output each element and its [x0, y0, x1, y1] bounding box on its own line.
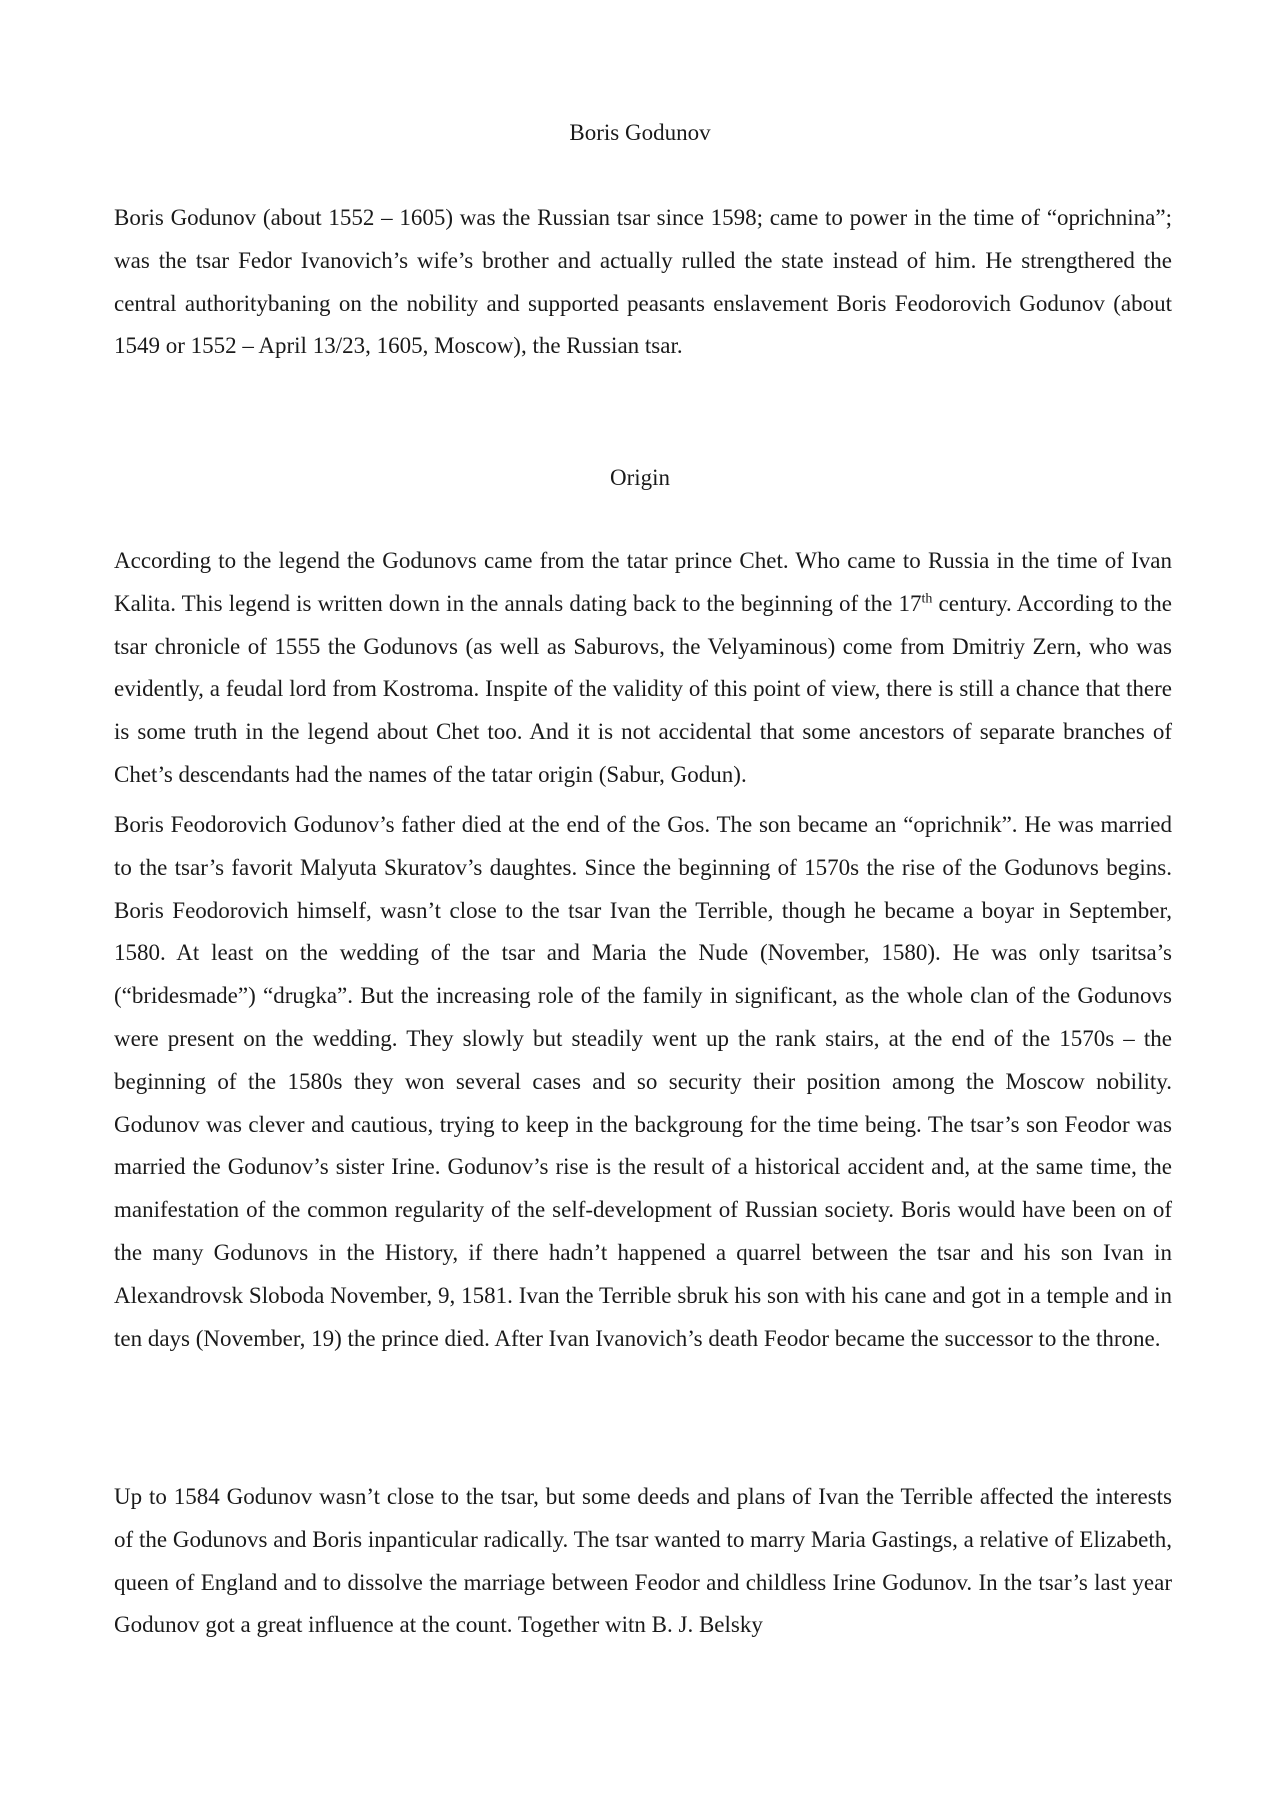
ordinal-superscript: th — [921, 591, 933, 607]
document-title: Boris Godunov — [569, 120, 711, 145]
origin-paragraph-2: Boris Feodorovich Godunov’s father died at the end of the Gos. The son became an “oprichnik”. He was married to the tsar’s favorit Malyuta Skuratov’s daughtes. Since the beginning of 1570s the rise of the Godunovs begins. Boris Feodorovich himself, wasn’t close to the tsar Ivan the Terrible, though he became a boyar in September, 1580. At least on the wedding of the tsar and Maria the Nude (November, 1580). He was only tsaritsa’s (“bridesmade”) “drugka”. But the increasing role of the family in significant, as the whole clan of the Godunovs were present on the wedding. They slowly but steadily went up the rank stairs, at the end of the 1570s – the beginning of the 1580s they won several cases and so security their position among the Moscow nobility. Godunov was clever and cautious, trying to keep in the backgroung for the time being. The tsar’s son Feodor was married the Godunov’s sister Irine. Godunov’s rise is the result of a historical accident and, at the same time, the manifestation of the common regularity of the self-development of Russian society. Boris would have been on of the many Godunovs in the History, if there hadn’t happened a quarrel between the tsar and his son Ivan in Alexandrovsk Sloboda November, 9, 1581. Ivan the Terrible sbruk his son with his cane and got in a temple and in ten days (November, 19) the prince died. After Ivan Ivanovich’s death Feodor became the successor to the throne. — [114, 812, 1172, 1351]
intro-paragraph: Boris Godunov (about 1552 – 1605) was the Russian tsar since 1598; came to power in the time of “oprichnina”; was the tsar Fedor Ivanovich’s wife’s brother and actually rulled the state instead of him. He strengthered the central authoritybaning on the nobility and supported peasants enslavement Boris Feodorovich Godunov (about 1549 or 1552 – April 13/23, 1605, Moscow), the Russian tsar. — [114, 205, 1172, 359]
origin-paragraph-1 — [114, 540, 1172, 797]
section-title-origin: Origin — [609, 465, 671, 490]
origin-paragraph-1-part-a: According to the legend the Godunovs came from the tatar prince Chet. Who came to Russia in the time of Ivan Kalita. This legend is written down in the annals dating back to the beginning of the 17 — [114, 548, 1172, 616]
origin-paragraph-3: Up to 1584 Godunov wasn’t close to the tsar, but some deeds and plans of Ivan the Terrible affected the interests of the Godunovs and Boris inpanticular radically. The tsar wanted to marry Maria Gastings, a relative of Elizabeth, queen of England and to dissolve the marriage between Feodor and childless Irine Godunov. In the tsar’s last year Godunov got a great influence at the count. Together witn B. J. Belsky — [114, 1484, 1172, 1638]
origin-paragraph-1-part-b: century. According to the tsar chronicle of 1555 the Godunovs (as well as Saburovs, the Velyaminous) come from Dmitriy Zern, who was evidently, a feudal lord from Kostroma. Inspite of the validity of this point of view, there is still a chance that there is some truth in the legend about Chet too. And it is not accidental that some ancestors of separate branches of Chet’s descendants had the names of the tatar origin (Sabur, Godun). — [114, 590, 1172, 787]
